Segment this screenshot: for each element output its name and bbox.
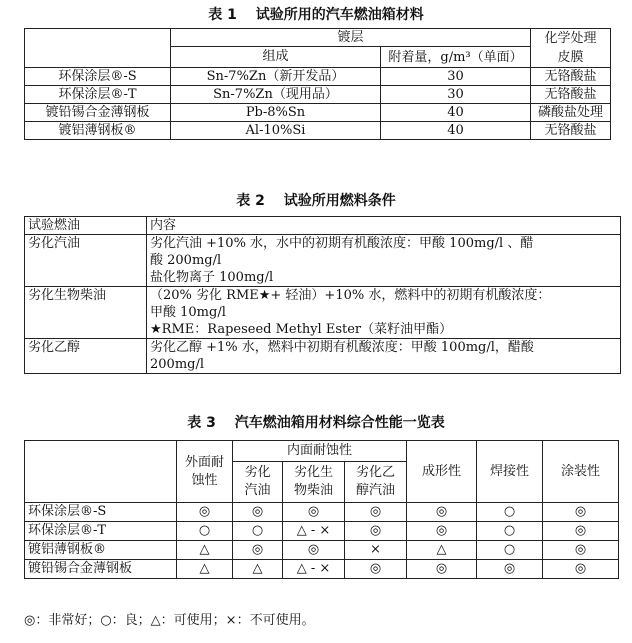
- table3-header-painting: 涂装性: [543, 441, 619, 503]
- table3-header-biodiesel-l1: 劣化生: [293, 465, 333, 480]
- table3-cell: ◎: [345, 560, 407, 579]
- table2-row-line: 劣化乙醇 +1% 水，燃料中初期有机酸浓度：甲酸 100mg/l，醋酸: [150, 340, 534, 355]
- table3-header-welding: 焊接性: [477, 441, 543, 503]
- table3-cell: ○: [477, 522, 543, 541]
- table3-row: [25, 541, 619, 560]
- table1-corner: [25, 29, 171, 47]
- table3-row-name: 环保涂层®-S: [25, 503, 177, 522]
- table1-header-weight: 附着量，g/m³（单面）: [381, 47, 531, 68]
- table1-header-composition: 组成: [171, 47, 381, 68]
- table3-cell: △: [233, 560, 283, 579]
- table1-corner-lower: [25, 47, 171, 68]
- table3-cell: △: [407, 541, 477, 560]
- table3-legend: ◎：非常好；○：良；△：可使用；×：不可使用。: [24, 613, 315, 628]
- table2-row: [25, 235, 621, 287]
- table1-row-name: 环保涂层®-T: [25, 86, 171, 104]
- table3-header-ethanol-l1: 劣化乙: [356, 465, 396, 480]
- table3-cell: ◎: [543, 560, 619, 579]
- table2-row-line: 甲酸 10mg/l: [150, 305, 226, 320]
- table3-header-biodiesel-l2: 物柴油: [293, 483, 333, 498]
- table2-row-content: [147, 287, 621, 339]
- table2-row: [25, 287, 621, 339]
- table3-cell: ◎: [283, 503, 345, 522]
- table1-row-name: 镀铝薄钢板®: [25, 122, 171, 140]
- table1-row-weight: 30: [381, 86, 531, 104]
- table2-row-line: 酸 200mg/l: [150, 253, 222, 268]
- table3-row-name: 环保涂层®-T: [25, 522, 177, 541]
- table2-header-fuel: 试验燃油: [25, 217, 147, 235]
- table1-row-weight: 40: [381, 122, 531, 140]
- table3-cell: ◎: [283, 541, 345, 560]
- table1-header-coating: 镀层: [171, 29, 531, 47]
- table3-header-outer-l2: 蚀性: [191, 472, 218, 488]
- table2-row: [25, 339, 621, 374]
- table1-row: [25, 104, 611, 122]
- table1-row-treatment: 无铬酸盐: [531, 86, 611, 104]
- table2-row-fuel: 劣化生物柴油: [25, 287, 147, 339]
- table1-row-composition: Sn-7%Zn（新开发品）: [171, 68, 381, 86]
- table3-header-ethanol-l2: 醇汽油: [356, 483, 396, 498]
- table1-header-treatment: [531, 29, 611, 68]
- table3-header-gasoline-l2: 汽油: [244, 483, 271, 498]
- table3-caption: 表 3 汽车燃油箱用材料综合性能一览表: [187, 415, 445, 431]
- table3-cell: △ - ×: [283, 522, 345, 541]
- table1-row-treatment: 无铬酸盐: [531, 122, 611, 140]
- table1-row-weight: 40: [381, 104, 531, 122]
- table2-row-line: 劣化汽油 +10% 水，水中的初期有机酸浓度：甲酸 100mg/l 、醋: [150, 236, 534, 251]
- table3-cell: ◎: [543, 541, 619, 560]
- table3-cell: ○: [233, 522, 283, 541]
- table3-cell: △: [177, 560, 233, 579]
- table3-cell: ◎: [543, 503, 619, 522]
- table3-row: [25, 560, 619, 579]
- table3-cell: ◎: [543, 522, 619, 541]
- table3-cell: ○: [477, 541, 543, 560]
- table2-row-content: [147, 235, 621, 287]
- table3-cell: ◎: [477, 560, 543, 579]
- table1-row-treatment: 磷酸盐处理: [531, 104, 611, 122]
- table3-cell: ×: [345, 541, 407, 560]
- table1-row-weight: 30: [381, 68, 531, 86]
- table3-row-name: 镀铅锡合金薄钢板: [25, 560, 177, 579]
- table3-cell: ○: [477, 503, 543, 522]
- table3-cell: ○: [177, 522, 233, 541]
- table3-header-outer: [177, 441, 233, 503]
- table3-header-gasoline: [233, 462, 283, 503]
- table3-row-name: 镀铝薄钢板®: [25, 541, 177, 560]
- table3-header-gasoline-l1: 劣化: [244, 465, 271, 480]
- table1-row: [25, 122, 611, 140]
- table3-cell: ◎: [345, 522, 407, 541]
- table1-row-composition: Pb-8%Sn: [171, 104, 381, 122]
- table3-cell: ◎: [233, 503, 283, 522]
- table2-row-fuel: 劣化汽油: [25, 235, 147, 287]
- table2-caption: 表 2 试验所用燃料条件: [236, 193, 396, 209]
- table3-header-forming: 成形性: [407, 441, 477, 503]
- table2-row-fuel: 劣化乙醇: [25, 339, 147, 374]
- table2-row-line: 200mg/l: [150, 357, 204, 372]
- table3-header-outer-l1: 外面耐: [184, 454, 224, 470]
- table1-header-treatment-line2: 皮膜: [557, 50, 584, 65]
- table3-row: [25, 522, 619, 541]
- table2: [24, 216, 621, 374]
- table1-caption: 表 1 试验所用的汽车燃油箱材料: [208, 7, 424, 23]
- table1-row-name: 环保涂层®-S: [25, 68, 171, 86]
- table3-cell: ◎: [345, 503, 407, 522]
- table3: [24, 440, 619, 579]
- table3-row: [25, 503, 619, 522]
- table3-cell: ◎: [233, 541, 283, 560]
- table1-row-composition: Al-10%Si: [171, 122, 381, 140]
- table2-row-content: [147, 339, 621, 374]
- table3-header-ethanol: [345, 462, 407, 503]
- table1-row: [25, 68, 611, 86]
- table3-header-biodiesel: [283, 462, 345, 503]
- table3-cell: ◎: [407, 522, 477, 541]
- table1-row-name: 镀铅锡合金薄钢板: [25, 104, 171, 122]
- table2-row-line: ★RME：Rapeseed Methyl Ester（菜籽油甲酯）: [150, 322, 453, 337]
- table1-header-treatment-line1: 化学处理: [544, 31, 597, 46]
- table2-row-line: 盐化物离子 100mg/l: [150, 270, 274, 285]
- table3-cell: ◎: [407, 560, 477, 579]
- table1-row: [25, 86, 611, 104]
- table2-header-content: 内容: [147, 217, 621, 235]
- table1: [24, 28, 611, 140]
- table3-cell: △: [177, 541, 233, 560]
- table2-row-line: （20% 劣化 RME★+ 轻油）+10% 水，燃料中的初期有机酸浓度：: [150, 288, 551, 303]
- table3-cell: ◎: [407, 503, 477, 522]
- table3-cell: ◎: [177, 503, 233, 522]
- table3-header-inner: 内面耐蚀性: [233, 441, 407, 462]
- table3-corner: [25, 441, 177, 503]
- table1-row-treatment: 无铬酸盐: [531, 68, 611, 86]
- table3-cell: △ - ×: [283, 560, 345, 579]
- table1-row-composition: Sn-7%Zn（现用品）: [171, 86, 381, 104]
